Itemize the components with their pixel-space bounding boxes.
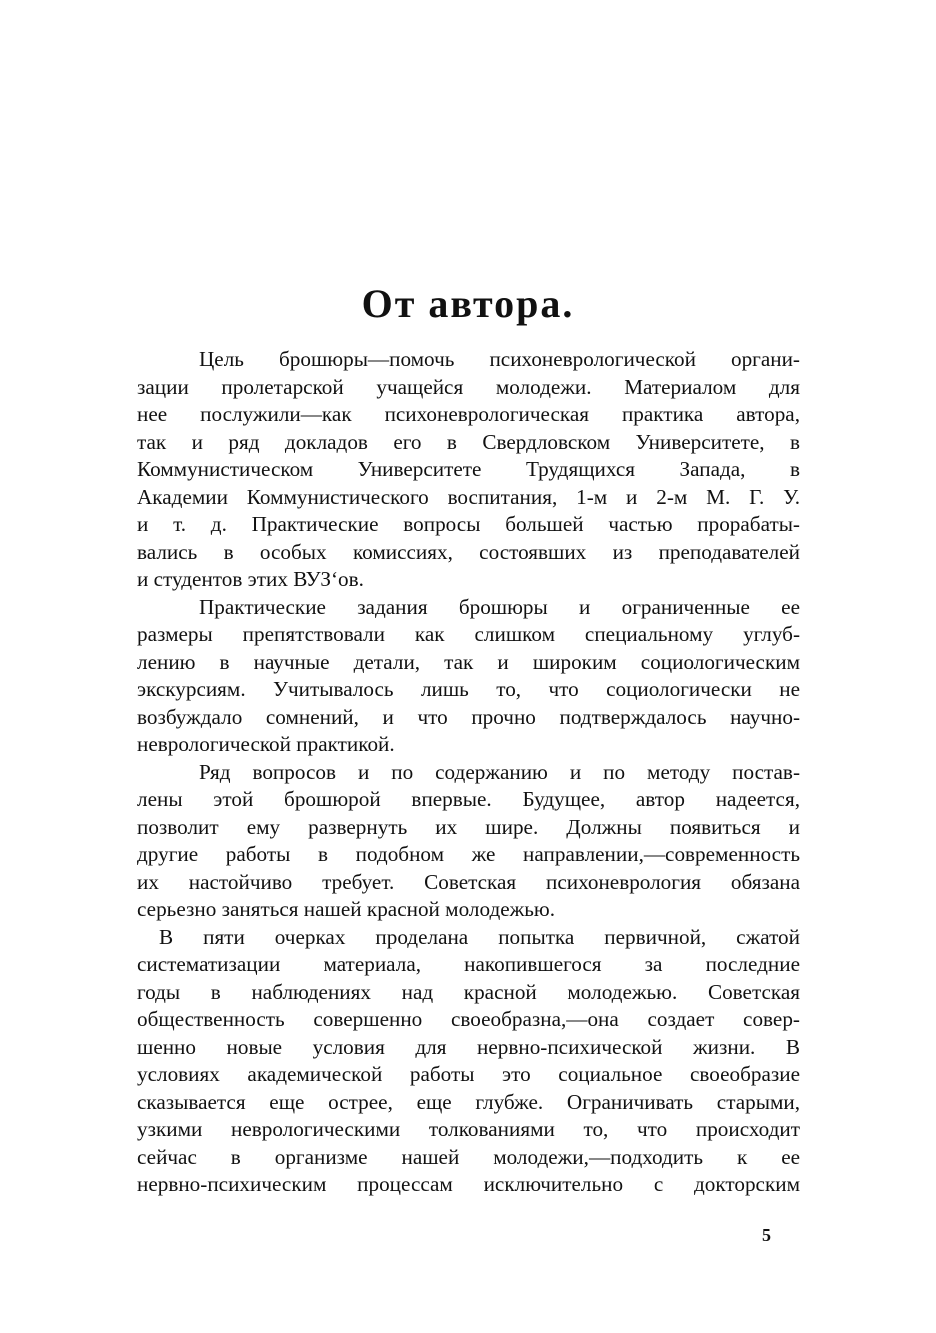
text-line: нее послужили—как психоневрологическая практика автора, [137,402,800,426]
page-number: 5 [762,1225,771,1245]
text-line: узкими неврологическими толкованиями то, что происходит [137,1117,800,1141]
text-line: Практические задания брошюры и ограниченные ее [199,594,800,619]
text-line: другие работы в подобном же направлении,—современность [137,842,800,866]
text-line: экскурсиям. Учитывалось лишь то, что социологически не [137,677,800,701]
text-line: лены этой брошюрой впервые. Будущее, автор надеется, [137,787,800,811]
text-line: Цель брошюры—помочь психоневрологической органи- [199,347,800,371]
text-line: Ряд вопросов и по содержанию и по методу постав- [199,759,800,784]
text-line: годы в наблюдениях над красной молодежью. Советская [137,979,800,1004]
text-line: серьезно заняться нашей красной молодежью. [137,897,556,921]
text-line: систематизации материала, накопившегося за последние [137,952,800,976]
text-line: их настойчиво требует. Советская психоневрология обязана [137,869,800,894]
text-line: Коммунистическом Университете Трудящихся Запада, в [137,457,800,481]
text-line: возбуждало сомнений, и что прочно подтверждалось научно- [137,704,800,729]
text-line: общественность совершенно своеобразна,—она создает совер- [137,1007,800,1031]
text-line: нервно-психическим процессам исключительно с докторским [137,1172,800,1196]
text-line: шенно новые условия для нервно-психической жизни. В [137,1034,800,1059]
text-line: лению в научные детали, так и широким социологическим [137,649,800,674]
text-line: вались в особых комиссиях, состоявших из преподавателей [137,539,800,564]
text-line: Академии Коммунистического воспитания, 1-м и 2-м М. Г. У. [137,484,800,509]
text-line: сказывается еще острее, еще глубже. Ограничивать старыми, [137,1089,800,1114]
text-line: так и ряд докладов его в Свердловском Университете, в [137,429,800,454]
body-text [137,346,800,1199]
text-line: В пяти очерках проделана попытка первичной, сжатой [159,924,800,949]
text-line: условиях академической работы это социальное своеобразие [137,1062,800,1086]
text-line: и т. д. Практические вопросы большей частью прорабаты- [137,512,800,536]
text-line: размеры препятствовали как слишком специальному углуб- [137,622,800,646]
text-line: и студентов этих ВУЗ‘ов. [137,567,364,591]
text-line: неврологической практикой. [137,732,395,756]
text-line: сейчас в организме нашей молодежи,—подходить к ее [137,1144,800,1169]
text-line: позволит ему развернуть их шире. Должны появиться и [137,814,800,839]
page-title: От автора. [361,281,575,326]
text-line: зации пролетарской учащейся молодежи. Материалом для [137,374,800,399]
